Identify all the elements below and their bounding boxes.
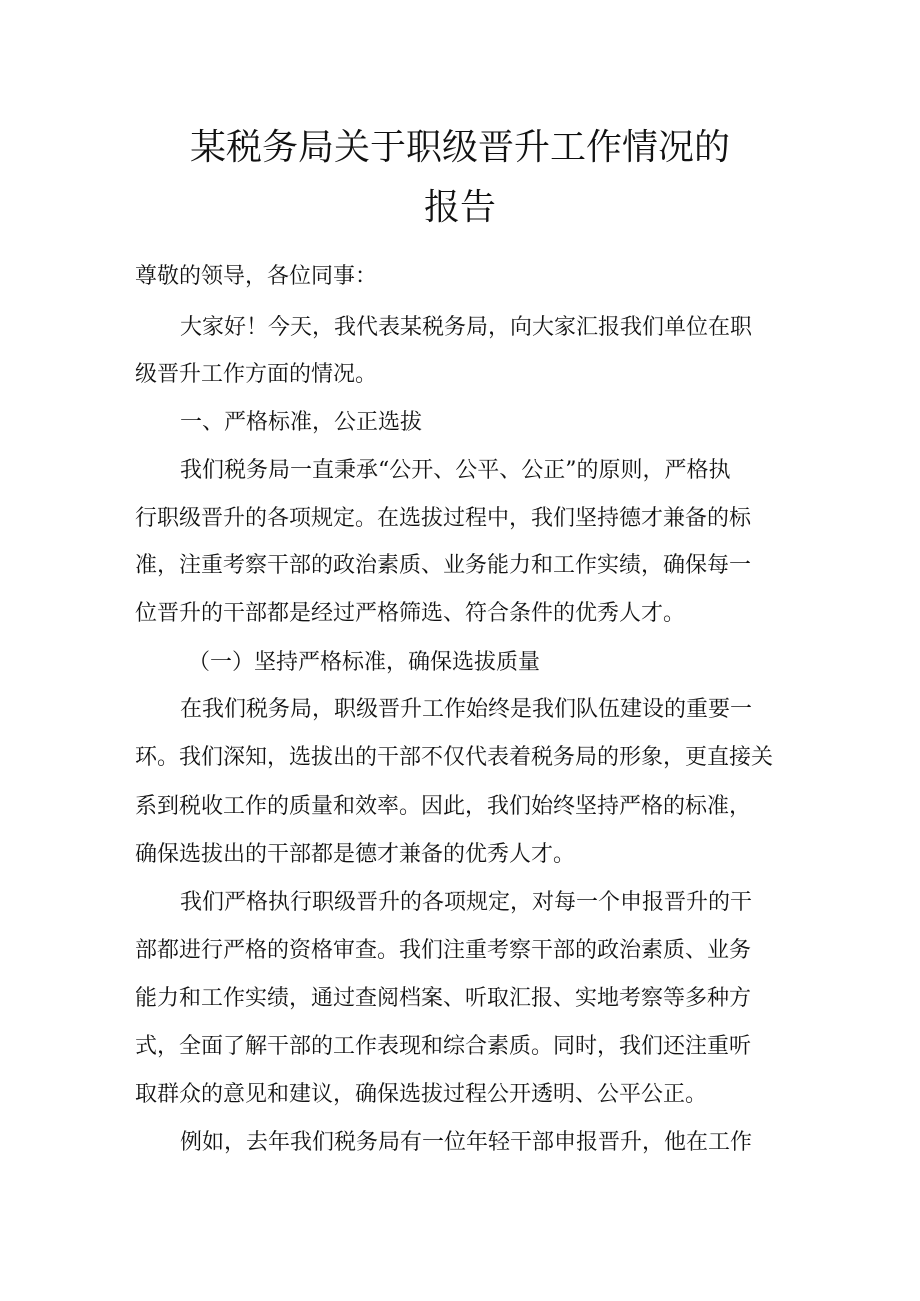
salutation: 尊敬的领导，各位同事： <box>135 264 378 289</box>
paragraph-line: 部都进行严格的资格审查。我们注重考察干部的政治素质、业务 <box>135 938 752 963</box>
paragraph-line: 环。我们深知，选拔出的干部不仅代表着税务局的形象，更直接关 <box>135 745 774 770</box>
paragraph-line: 大家好！今天，我代表某税务局，向大家汇报我们单位在职 <box>180 315 753 340</box>
paragraph-line: 确保选拔出的干部都是德才兼备的优秀人才。 <box>135 842 576 867</box>
document-title-line-2: 报告 <box>423 187 496 228</box>
section-heading: 一、严格标准，公正选拔 <box>180 410 423 435</box>
paragraph-line: 我们税务局一直秉承“公开、公平、公正”的原则，严格执 <box>180 458 731 483</box>
subsection-heading: （一）坚持严格标准，确保选拔质量 <box>188 650 541 675</box>
paragraph-line: 行职级晋升的各项规定。在选拔过程中，我们坚持德才兼备的标 <box>135 506 752 531</box>
paragraph-line: 准，注重考察干部的政治素质、业务能力和工作实绩，确保每一 <box>135 553 752 578</box>
document-title-line-1: 某税务局关于职级晋升工作情况的 <box>189 127 730 168</box>
paragraph-line: 系到税收工作的质量和效率。因此，我们始终坚持严格的标准， <box>135 794 752 819</box>
paragraph-line: 取群众的意见和建议，确保选拔过程公开透明、公平公正。 <box>135 1082 708 1107</box>
paragraph-line: 位晋升的干部都是经过严格筛选、符合条件的优秀人才。 <box>135 601 686 626</box>
paragraph-line: 能力和工作实绩，通过查阅档案、听取汇报、实地考察等多种方 <box>135 986 752 1011</box>
paragraph-line: 级晋升工作方面的情况。 <box>135 362 378 387</box>
paragraph-line: 式，全面了解干部的工作表现和综合素质。同时，我们还注重听 <box>135 1034 752 1059</box>
paragraph-line: 例如，去年我们税务局有一位年轻干部申报晋升，他在工作 <box>180 1130 753 1155</box>
paragraph-line: 我们严格执行职级晋升的各项规定，对每一个申报晋升的干 <box>180 890 753 915</box>
paragraph-line: 在我们税务局，职级晋升工作始终是我们队伍建设的重要一 <box>180 697 753 722</box>
